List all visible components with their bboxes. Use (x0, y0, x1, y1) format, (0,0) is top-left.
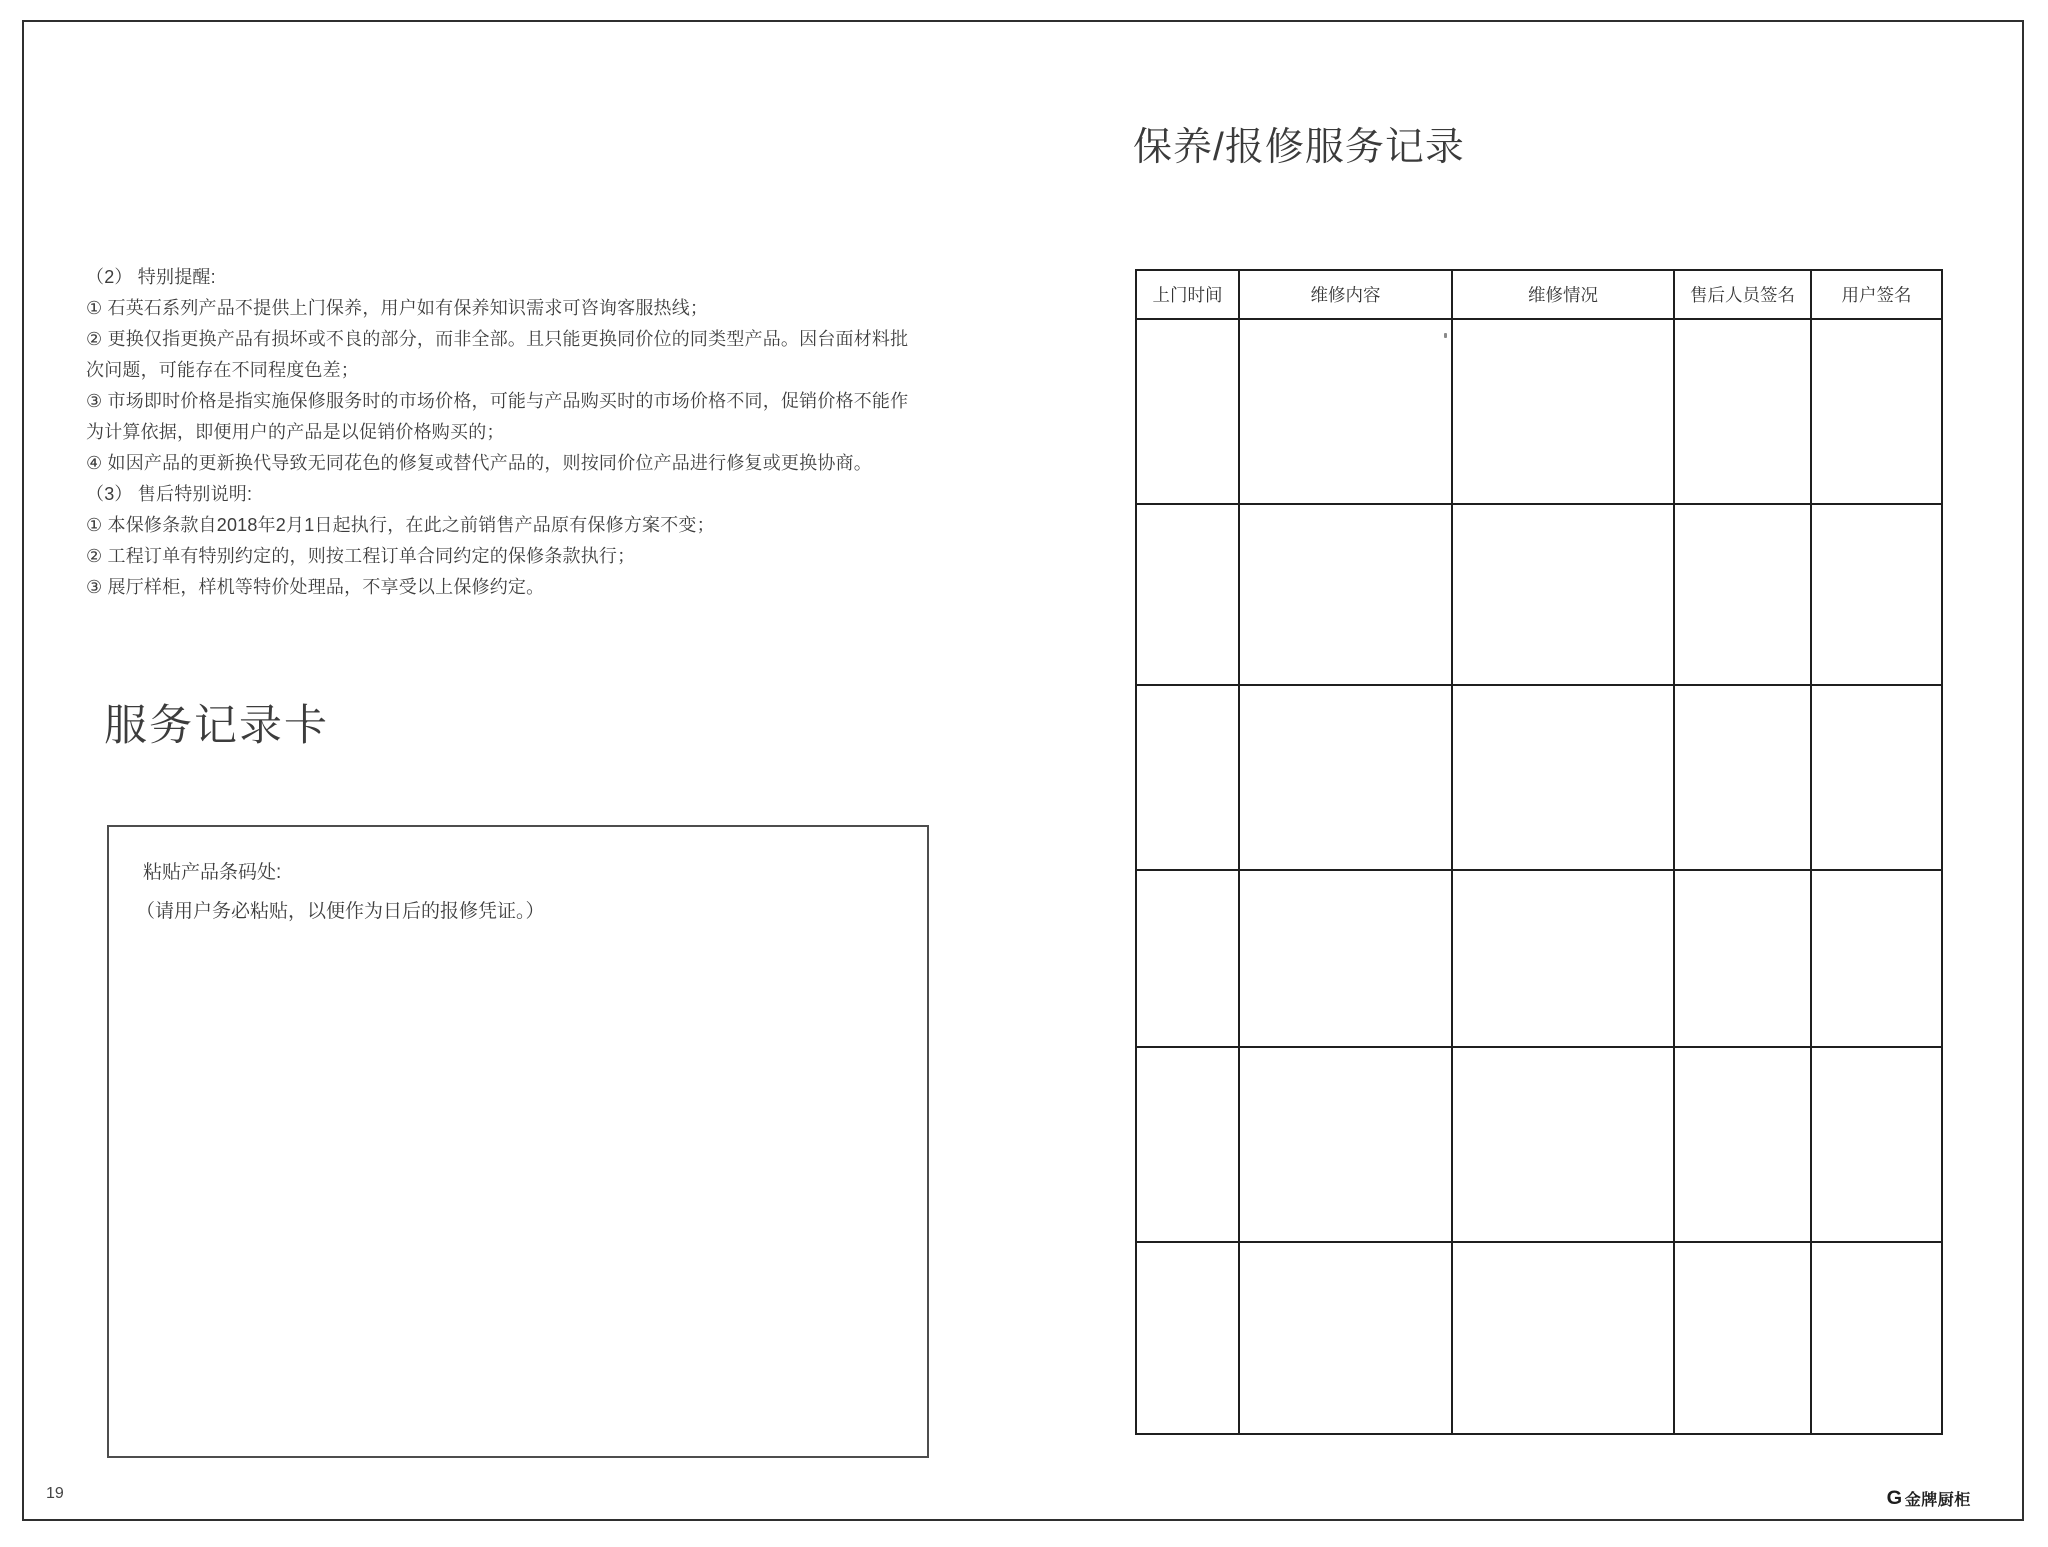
table-cell (1239, 870, 1452, 1047)
repair-record-title: 保养/报修服务记录 (1133, 126, 1465, 169)
table-row (1136, 504, 1942, 685)
service-record-card-title: 服务记录卡 (104, 702, 329, 750)
brand-g-icon: G (1886, 1488, 1903, 1509)
table-cell (1136, 685, 1239, 870)
table-cell (1674, 685, 1811, 870)
warranty-notes (86, 262, 942, 603)
table-row (1136, 1242, 1942, 1434)
table-header-row (1136, 270, 1942, 319)
table-cell (1239, 685, 1452, 870)
note-line: （2） 特别提醒: (86, 267, 216, 287)
table-cell (1811, 685, 1942, 870)
table-cell (1811, 319, 1942, 504)
table-cell (1674, 870, 1811, 1047)
table-cell (1136, 870, 1239, 1047)
note-line: 次问题，可能存在不同程度色差； (86, 360, 359, 380)
table-cell (1674, 1242, 1811, 1434)
table-row (1136, 1047, 1942, 1242)
column-header-visit-time: 上门时间 (1136, 270, 1239, 319)
table-cell (1136, 319, 1239, 504)
note-line: ① 本保修条款自2018年2月1日起执行，在此之前销售产品原有保修方案不变； (86, 515, 715, 535)
table-cell (1811, 504, 1942, 685)
table-cell (1452, 504, 1674, 685)
table-cell (1239, 504, 1452, 685)
table-cell (1239, 1047, 1452, 1242)
note-line: ③ 展厅样柜，样机等特价处理品，不享受以上保修约定。 (86, 577, 545, 597)
column-header-repair-status: 维修情况 (1452, 270, 1674, 319)
brand-logo (1887, 1487, 1971, 1510)
note-line: ② 更换仅指更换产品有损坏或不良的部分，而非全部。且只能更换同价位的同类型产品。因台面材料批 (86, 329, 909, 349)
table-cell (1136, 1242, 1239, 1434)
note-line: （3） 售后特别说明: (86, 484, 253, 504)
table-cell (1811, 1242, 1942, 1434)
brand-name: 金牌厨柜 (1904, 1492, 1971, 1509)
barcode-box-note: （请用户务必粘贴，以便作为日后的报修凭证。） (136, 901, 545, 922)
table-row (1136, 319, 1942, 504)
table-cell (1452, 870, 1674, 1047)
note-line: 为计算依据，即便用户的产品是以促销价格购买的； (86, 422, 505, 442)
table-cell (1674, 319, 1811, 504)
print-speck (1444, 333, 1447, 338)
table-row (1136, 870, 1942, 1047)
table-cell (1452, 1242, 1674, 1434)
barcode-sticker-box (107, 825, 929, 1458)
table-cell (1811, 1047, 1942, 1242)
table-cell (1452, 685, 1674, 870)
barcode-box-label: 粘贴产品条码处: (143, 862, 282, 883)
table-cell (1811, 870, 1942, 1047)
table-cell (1239, 1242, 1452, 1434)
table-cell (1136, 504, 1239, 685)
column-header-service-signature: 售后人员签名 (1674, 270, 1811, 319)
note-line: ③ 市场即时价格是指实施保修服务时的市场价格，可能与产品购买时的市场价格不同，促销价格不能作 (86, 391, 909, 411)
note-line: ② 工程订单有特别约定的，则按工程订单合同约定的保修条款执行； (86, 546, 636, 566)
page-number: 19 (46, 1485, 64, 1502)
service-record-table (1135, 269, 1943, 1435)
table-cell (1239, 319, 1452, 504)
table-row (1136, 685, 1942, 870)
column-header-user-signature: 用户签名 (1811, 270, 1942, 319)
table-cell (1452, 1047, 1674, 1242)
service-table-body (1136, 319, 1942, 1434)
note-line: ① 石英石系列产品不提供上门保养，用户如有保养知识需求可咨询客服热线； (86, 298, 709, 318)
note-line: ④ 如因产品的更新换代导致无同花色的修复或替代产品的，则按同价位产品进行修复或更换协商。 (86, 453, 872, 473)
table-cell (1674, 504, 1811, 685)
table-cell (1452, 319, 1674, 504)
table-cell (1674, 1047, 1811, 1242)
table-cell (1136, 1047, 1239, 1242)
column-header-repair-content: 维修内容 (1239, 270, 1452, 319)
